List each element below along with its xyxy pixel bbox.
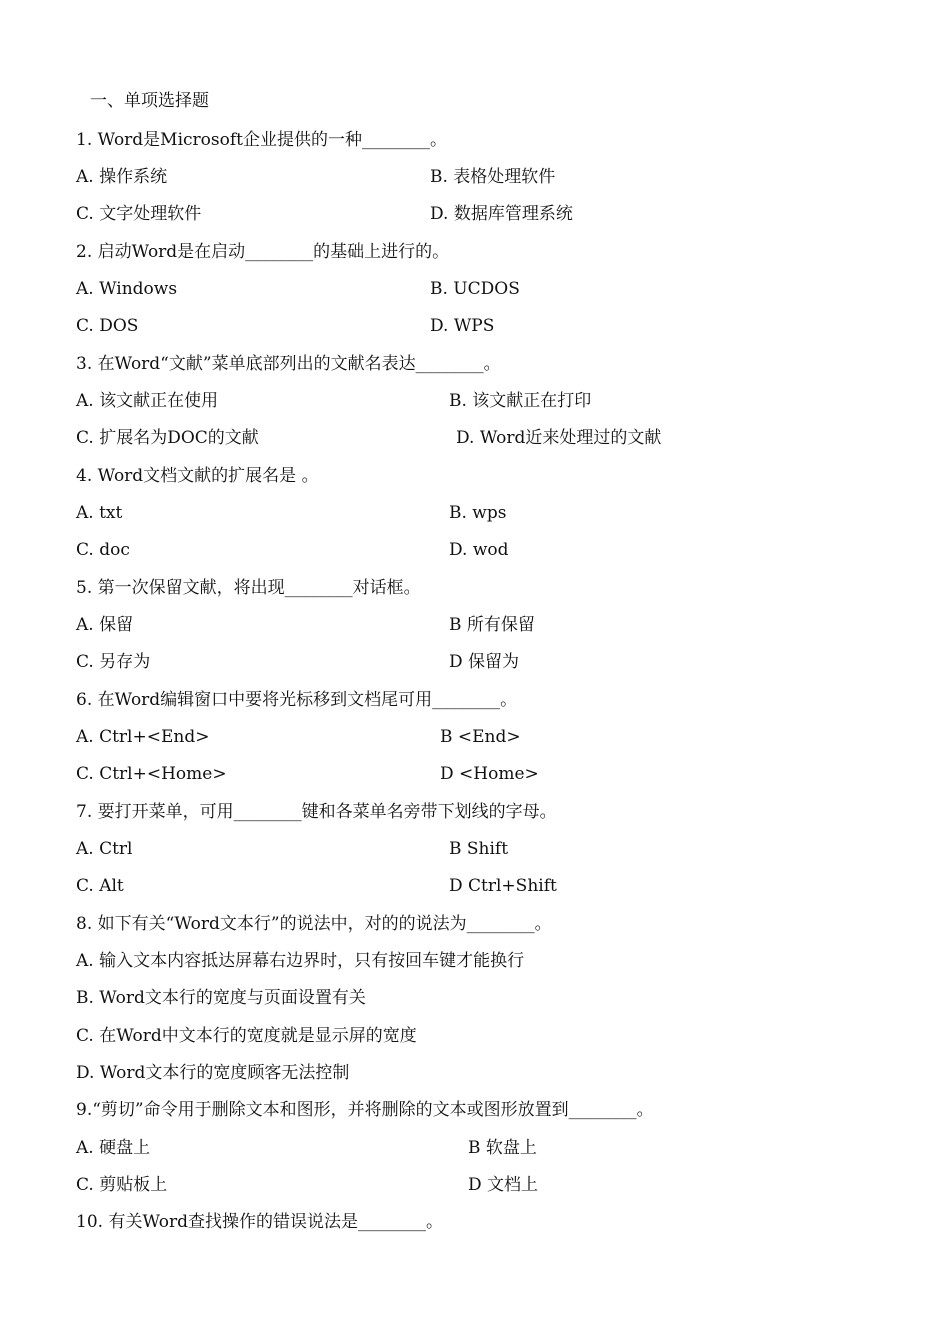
q6-option-a: A. Ctrl+<End> — [76, 727, 210, 747]
q8-option-d: D. Word文本行的宽度顾客无法控制 — [76, 1063, 350, 1083]
q1-option-a: A. 操作系统 — [76, 167, 168, 187]
q6-option-b: B <End> — [440, 727, 521, 747]
q4-option-b: B. wps — [449, 503, 507, 523]
question-4-stem: 4. Word文档文献的扩展名是 。 — [76, 466, 319, 486]
q4-option-c: C. doc — [76, 540, 130, 560]
q3-option-c: C. 扩展名为DOC的文献 — [76, 428, 259, 448]
question-3-stem: 3. 在Word“文献”菜单底部列出的文献名表达________。 — [76, 354, 501, 374]
q6-option-c: C. Ctrl+<Home> — [76, 764, 227, 784]
q7-option-c: C. Alt — [76, 876, 124, 896]
q2-option-a: A. Windows — [76, 279, 178, 299]
question-7-stem: 7. 要打开菜单，可用________键和各菜单名旁带下划线的字母。 — [76, 802, 557, 822]
q8-option-a: A. 输入文本内容抵达屏幕右边界时，只有按回车键才能换行 — [76, 951, 525, 971]
q3-option-d: D. Word近来处理过的文献 — [456, 428, 662, 448]
q9-option-b: B 软盘上 — [468, 1138, 537, 1158]
section-title: 一、单项选择题 — [90, 91, 209, 111]
q2-option-b: B. UCDOS — [430, 279, 520, 299]
q4-option-d: D. wod — [449, 540, 509, 560]
q2-option-d: D. WPS — [430, 316, 495, 336]
q5-option-b: B 所有保留 — [449, 615, 535, 635]
q9-option-c: C. 剪贴板上 — [76, 1175, 168, 1195]
q1-option-d: D. 数据库管理系统 — [430, 204, 573, 224]
q3-option-b: B. 该文献正在打印 — [449, 391, 592, 411]
q9-option-d: D 文档上 — [468, 1175, 539, 1195]
question-1-stem: 1. Word是Microsoft企业提供的一种________。 — [76, 130, 447, 150]
q7-option-d: D Ctrl+Shift — [449, 876, 557, 896]
question-8-stem: 8. 如下有关“Word文本行”的说法中，对的的说法为________。 — [76, 914, 552, 934]
question-9-stem: 9.“剪切”命令用于删除文本和图形，并将删除的文本或图形放置到________。 — [76, 1100, 654, 1120]
q2-option-c: C. DOS — [76, 316, 139, 336]
q5-option-c: C. 另存为 — [76, 652, 151, 672]
q8-option-c: C. 在Word中文本行的宽度就是显示屏的宽度 — [76, 1026, 417, 1046]
question-2-stem: 2. 启动Word是在启动________的基础上进行的。 — [76, 242, 450, 262]
q8-option-b: B. Word文本行的宽度与页面设置有关 — [76, 988, 366, 1008]
question-6-stem: 6. 在Word编辑窗口中要将光标移到文档尾可用________。 — [76, 690, 518, 710]
q3-option-a: A. 该文献正在使用 — [76, 391, 219, 411]
q1-option-c: C. 文字处理软件 — [76, 204, 202, 224]
q7-option-b: B Shift — [449, 839, 509, 859]
q4-option-a: A. txt — [76, 503, 123, 523]
q5-option-d: D 保留为 — [449, 652, 520, 672]
q7-option-a: A. Ctrl — [76, 839, 133, 859]
question-10-stem: 10. 有关Word查找操作的错误说法是________。 — [76, 1212, 444, 1232]
q6-option-d: D <Home> — [440, 764, 539, 784]
q5-option-a: A. 保留 — [76, 615, 134, 635]
q1-option-b: B. 表格处理软件 — [430, 167, 556, 187]
q9-option-a: A. 硬盘上 — [76, 1138, 151, 1158]
question-5-stem: 5. 第一次保留文献，将出现________对话框。 — [76, 578, 421, 598]
